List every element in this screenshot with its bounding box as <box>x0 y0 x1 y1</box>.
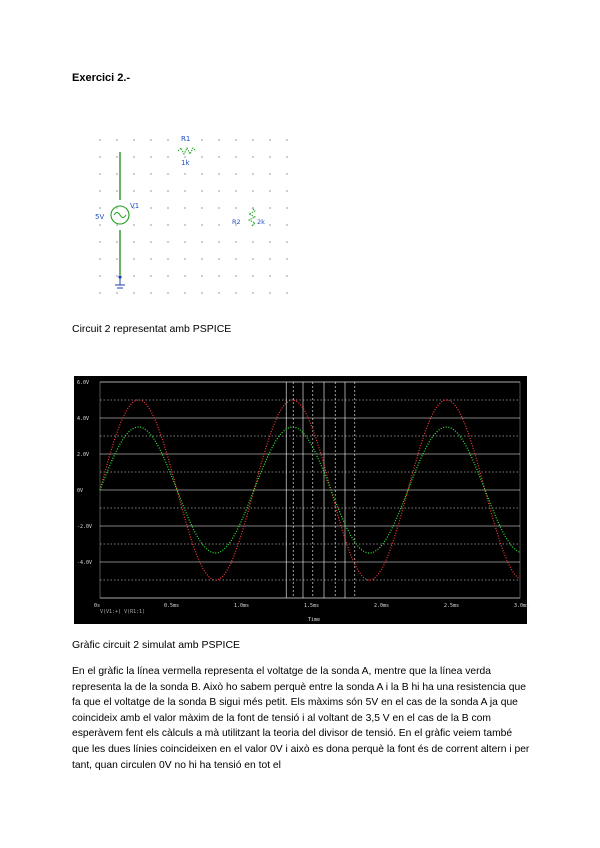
exercise-title: Exercici 2.- <box>72 72 131 84</box>
grid-dot <box>167 224 168 225</box>
grid-dot <box>99 139 100 140</box>
grid-dot <box>133 258 134 259</box>
grid-dot <box>286 224 287 225</box>
grid-dot <box>133 139 134 140</box>
grid-dot <box>269 207 270 208</box>
grid-dot <box>116 139 117 140</box>
grid-dot <box>269 190 270 191</box>
grid-dot <box>218 156 219 157</box>
x-tick-label: 2.0ms <box>374 603 390 609</box>
grid-dot <box>133 173 134 174</box>
grid-dot <box>150 292 151 293</box>
grid-dot <box>286 190 287 191</box>
grid-dot <box>218 224 219 225</box>
resistor2-value: 2k <box>257 218 265 226</box>
grid-dot <box>99 190 100 191</box>
grid-dot <box>235 258 236 259</box>
x-tick-label: 0.5ms <box>164 603 180 609</box>
grid-dot <box>167 241 168 242</box>
grid-dot <box>252 139 253 140</box>
grid-dot <box>184 292 185 293</box>
grid-dot <box>150 190 151 191</box>
grid-dot <box>286 139 287 140</box>
grid-dot <box>201 224 202 225</box>
grid-dot <box>269 173 270 174</box>
grid-dot <box>116 241 117 242</box>
plot-background <box>74 376 530 624</box>
grid-dot <box>133 292 134 293</box>
x-tick-label: 3.0ms <box>514 603 530 609</box>
grid-dot <box>201 258 202 259</box>
circuit-schematic <box>92 132 292 312</box>
grid-dot <box>150 207 151 208</box>
x-axis-label: Time <box>308 617 321 623</box>
grid-dot <box>201 139 202 140</box>
grid-dot <box>99 241 100 242</box>
grid-dot <box>286 292 287 293</box>
grid-dot <box>269 275 270 276</box>
x-tick-label: 2.5ms <box>444 603 460 609</box>
grid-dot <box>167 156 168 157</box>
grid-dot <box>150 275 151 276</box>
grid-dot <box>133 275 134 276</box>
resistor2-name: R2 <box>232 218 241 226</box>
grid-dot <box>201 241 202 242</box>
grid-dot <box>252 275 253 276</box>
grid-dot <box>116 173 117 174</box>
y-tick-label: -2.0V <box>77 524 93 530</box>
grid-dot <box>116 275 117 276</box>
grid-dot <box>99 275 100 276</box>
grid-dot <box>150 258 151 259</box>
grid-dot <box>99 173 100 174</box>
x-tick-label: 1.5ms <box>304 603 320 609</box>
grid-dot <box>150 241 151 242</box>
grid-dot <box>252 156 253 157</box>
grid-dot <box>218 190 219 191</box>
grid-dot <box>99 224 100 225</box>
grid-dot <box>218 173 219 174</box>
grid-dot <box>167 139 168 140</box>
grid-dot <box>218 139 219 140</box>
resistor2-icon <box>249 208 255 226</box>
y-tick-label: 4.0V <box>77 416 90 422</box>
grid-dot <box>235 190 236 191</box>
grid-dot <box>201 207 202 208</box>
x-tick-label: 0s <box>94 603 101 609</box>
grid-dot <box>116 258 117 259</box>
grid-dot <box>201 190 202 191</box>
grid-dot <box>235 207 236 208</box>
source-value: 5V <box>95 213 105 221</box>
grid-dot <box>99 258 100 259</box>
grid-dot <box>286 258 287 259</box>
grid-dot <box>269 241 270 242</box>
grid-dot <box>269 224 270 225</box>
grid-dot <box>252 207 253 208</box>
grid-dot <box>286 241 287 242</box>
grid-dot <box>201 156 202 157</box>
grid-dot <box>286 275 287 276</box>
grid-dot <box>235 275 236 276</box>
resistor1-value: 1k <box>181 159 190 167</box>
grid-dot <box>99 156 100 157</box>
x-tick-label: 1.0ms <box>234 603 250 609</box>
grid-dot <box>116 224 117 225</box>
y-tick-label: 0V <box>77 488 84 494</box>
grid-dot <box>133 190 134 191</box>
grid-dot <box>201 173 202 174</box>
pspice-plot <box>74 376 530 624</box>
grid-dot <box>133 156 134 157</box>
grid-dot <box>235 173 236 174</box>
grid-dot <box>286 207 287 208</box>
grid-dot <box>150 173 151 174</box>
grid-dot <box>218 241 219 242</box>
grid-dot <box>218 292 219 293</box>
grid-dot <box>167 292 168 293</box>
grid-dot <box>184 275 185 276</box>
grid-dot <box>150 156 151 157</box>
ground-icon <box>115 275 125 288</box>
resistor1-name: R1 <box>181 135 191 143</box>
grid-dot <box>184 224 185 225</box>
grid-dot <box>269 258 270 259</box>
grid-dot <box>99 292 100 293</box>
grid-dot <box>252 292 253 293</box>
grid-dot <box>133 224 134 225</box>
grid-dot <box>252 190 253 191</box>
grid-dot <box>235 139 236 140</box>
grid-dot <box>286 173 287 174</box>
grid-dot <box>218 275 219 276</box>
grid-dot <box>184 258 185 259</box>
grid-dot <box>167 190 168 191</box>
grid-dot <box>235 292 236 293</box>
grid-dot <box>99 207 100 208</box>
grid-dot <box>184 190 185 191</box>
grid-dot <box>116 292 117 293</box>
grid-dot <box>184 207 185 208</box>
grid-dot <box>150 224 151 225</box>
grid-dot <box>116 190 117 191</box>
grid-dot <box>116 207 117 208</box>
explanation-paragraph: En el gràfic la línea vermella representa el voltatge de la sonda A, mentre que la línea verda representa la de la sonda B. Això ho sabem perquè entre la sonda A i la B hi ha una resistencia que fa que el voltatge de la sonda B sigui més petit. Els màxims són 5V en el cas de la sonda A ja que coincideix amb el valor màxim de la font de tensió i al voltant de 3,5 V en el cas de la B com esperàvem fent els càlculs a mà utilitzant la teoria del divisor de tensió. En el gràfic veiem també que les dues línies coincideixen en el valor 0V i això es dona perquè la font és de corrent altern i per tant, quan circulen 0V no hi ha tensió en tot el <box>72 666 530 771</box>
grid-dot <box>184 156 185 157</box>
grid-dot <box>167 275 168 276</box>
grid-dot <box>184 173 185 174</box>
grid-dot <box>167 173 168 174</box>
grid-dot <box>235 156 236 157</box>
source-name: V1 <box>130 202 140 210</box>
grid-dot <box>184 241 185 242</box>
grid-dot <box>286 156 287 157</box>
grid-dot <box>116 156 117 157</box>
grid-dot <box>269 139 270 140</box>
y-tick-label: 2.0V <box>77 452 90 458</box>
grid-dot <box>269 156 270 157</box>
grid-dot <box>252 173 253 174</box>
grid-dot <box>167 258 168 259</box>
grid-dot <box>269 292 270 293</box>
grid-dot <box>218 258 219 259</box>
grid-dot <box>201 275 202 276</box>
y-tick-label: -4.0V <box>77 560 93 566</box>
grid-dot <box>150 139 151 140</box>
grid-dot <box>167 207 168 208</box>
grid-dot <box>235 241 236 242</box>
legend-text: V(V1:+) V(R1:1) <box>100 609 146 615</box>
grid-dot <box>252 241 253 242</box>
grid-dot <box>201 292 202 293</box>
y-tick-label: 6.0V <box>77 380 90 386</box>
chart-caption: Gràfic circuit 2 simulat amb PSPICE <box>72 639 241 651</box>
grid-dots <box>99 139 287 293</box>
circuit-caption: Circuit 2 representat amb PSPICE <box>72 323 232 335</box>
grid-dot <box>133 241 134 242</box>
grid-dot <box>252 258 253 259</box>
resistor1-icon <box>178 148 196 154</box>
grid-dot <box>218 207 219 208</box>
